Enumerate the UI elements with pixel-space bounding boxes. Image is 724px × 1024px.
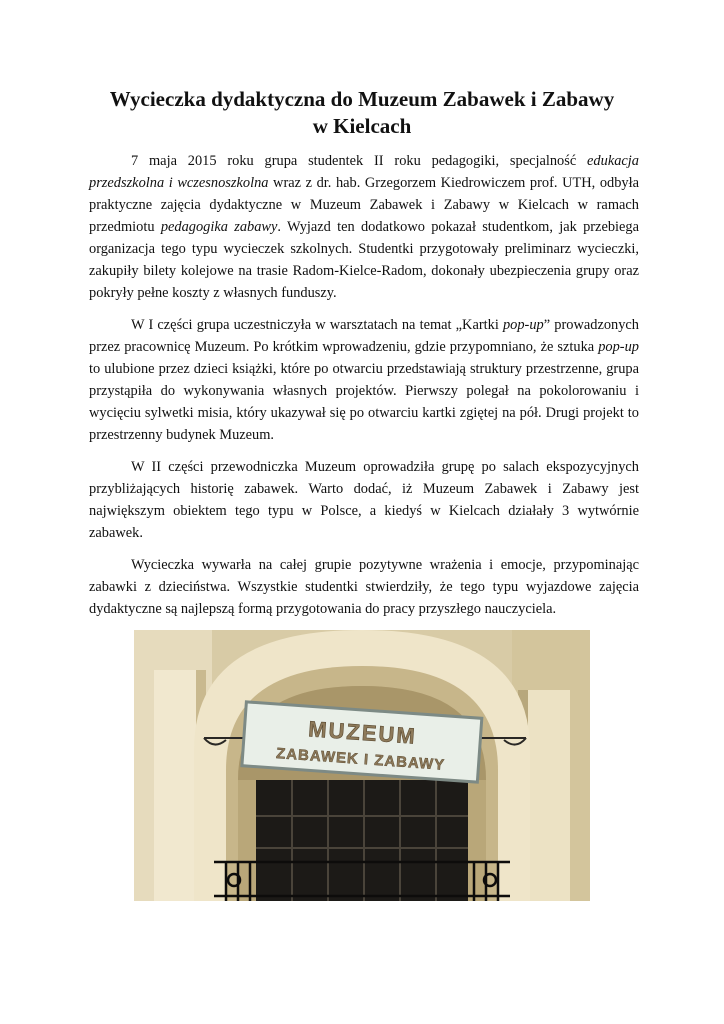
paragraph-3: [89, 456, 639, 544]
text-run: ” prowadzonych przez pracownicę Muzeum. Po krótkim wprowadzeniu, gdzie przypomniano, że sztuka: [89, 317, 639, 355]
text-run: Wycieczka wywarła na całej grupie pozytywne wrażenia i emocje, przypominając zabawki z dzieciństwa. Wszystkie studentki stwierdziły, że tego typu wyjazdowe zajęcia dydaktyczne są najlepszą formą przygotowania do pracy przyszłego nauczyciela.: [89, 557, 639, 617]
paragraph-2: [89, 314, 639, 446]
paragraph-1: [89, 150, 639, 304]
italic-text-run: pop-up: [598, 339, 639, 355]
italic-text-run: edukacja przedszkolna i wczesnoszkolna: [89, 153, 639, 191]
italic-text-run: pedagogika zabawy: [160, 219, 278, 235]
article-body: [89, 150, 639, 630]
title-line-2: w Kielcach: [312, 114, 412, 138]
text-run: wraz z dr. hab. Grzegorzem Kiedrowiczem prof. UTH, odbyła praktyczne zajęcia dydaktyczne w Muzeum Zabawek i Zabawy w Kielcach w ramach przedmiotu: [89, 175, 639, 235]
italic-text-run: pop-up: [502, 317, 544, 333]
text-run: 7 maja 2015 roku grupa studentek II roku pedagogiki, specjalność: [131, 153, 588, 169]
text-run: W I części grupa uczestniczyła w warsztatach na temat „Kartki: [131, 317, 503, 333]
title-line-1: Wycieczka dydaktyczna do Muzeum Zabawek i Zabawy: [109, 87, 615, 111]
sign-text-line-1: MUZEUM: [307, 716, 418, 749]
text-run: to ulubione przez dzieci książki, które po otwarciu przedstawiają struktury przestrzenne, grupa przystąpiła do wykonywania własnych projektów. Pierwszy polegał na pokolorowaniu i wycięciu sylwetki misia, który ukazywał się po otwarciu kartki zgiętej na pół. Drugi projekt to przestrzenny budynek Muzeum.: [89, 361, 639, 443]
text-run: W II części przewodniczka Muzeum oprowadziła grupę po salach ekspozycyjnych przybliżających historię zabawek. Warto dodać, iż Muzeum Zabawek i Zabawy jest największym obiektem tego typu w Polsce, a kiedyś w Kielcach działały 3 wytwórnie zabawek.: [89, 459, 639, 541]
museum-entrance-photo: [134, 630, 590, 901]
text-run: . Wyjazd ten dodatkowo pokazał studentkom, jak przebiega organizacja tego typu wycieczek szkolnych. Studentki przygotowały preliminarz wycieczki, zakupiły bilety kolejowe na trasie Radom-Kielce-Radom, dokonały ubezpieczenia grupy oraz pokryły pełne koszty z własnych funduszy.: [89, 219, 639, 301]
page-title: [86, 86, 638, 140]
paragraph-4: [89, 554, 639, 620]
sign-text-line-2: ZABAWEK I ZABAWY: [275, 745, 446, 774]
